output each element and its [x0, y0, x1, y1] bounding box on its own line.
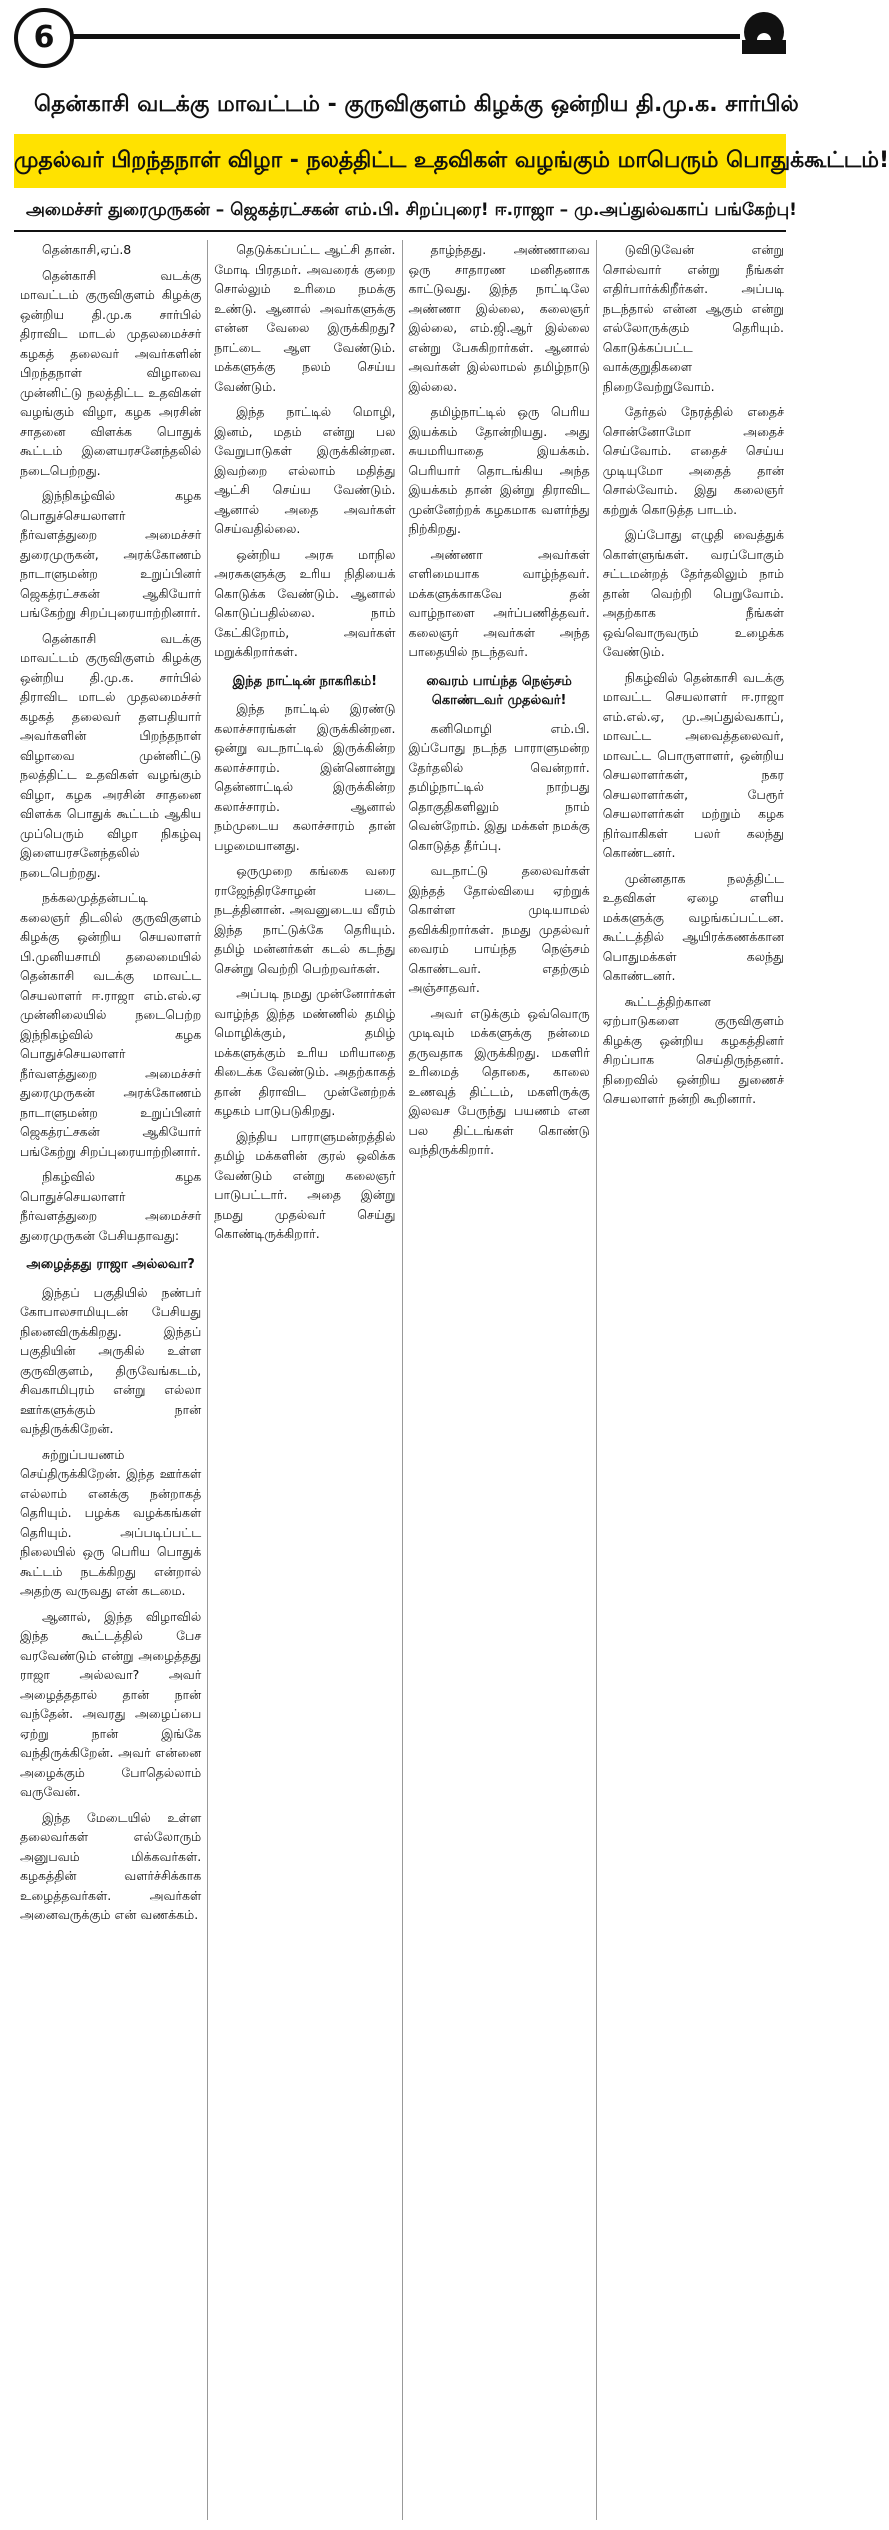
rising-sun-logo-icon — [742, 10, 786, 54]
page-header — [0, 0, 800, 78]
article-paragraph: இந்நிகழ்வில் கழக பொதுச்செயலாளர் நீர்வளத்துறை அமைச்சர் துரைமுருகன், அரக்கோணம் நாடாளுமன்ற உறுப்பினர் ஜெகத்ரட்சகன் ஆகியோர் பங்கேற்று சிறப்புரையாற்றினார். — [20, 488, 202, 620]
article-paragraph: இந்த நாட்டில் இரண்டு கலாச்சாரங்கள் இருக்கின்றன. ஒன்று வடநாட்டில் இருக்கின்ற கலாச்சாரம். இன்னொன்று தென்னாட்டில் இருக்கின்ற கலாச்சாரம். ஆனால் நம்முடைய கலாச்சாரம் தான் பழமையானது. — [214, 701, 396, 853]
article-column — [207, 240, 401, 2520]
section-subhead: வைரம் பாய்ந்த நெஞ்சம் கொண்டவர் முதல்வர்! — [426, 673, 572, 708]
article-paragraph: அப்படி நமது முன்னோர்கள் வாழ்ந்த இந்த மண்ணில் தமிழ் மொழிக்கும், தமிழ் மக்களுக்கும் உரிய மரியாதை கிடைக்க வேண்டும். அதற்காகத் தான் திராவிட முன்னேற்றக் கழகம் பாடுபடுகிறது. — [214, 986, 396, 1118]
article-paragraph: நிகழ்வில் கழக பொதுச்செயலாளர் நீர்வளத்துறை அமைச்சர் துரைமுருகன் பேசியதாவது: — [20, 1169, 202, 1243]
article-paragraph: ஒருமுறை கங்கை வரை ராஜேந்திரசோழன் படை நடத்தினான். அவனுடைய வீரம் இந்த நாட்டுக்கே தெரியும். தமிழ் மன்னர்கள் கடல் கடந்து சென்று வெற்றி பெற்றவர்கள். — [214, 863, 396, 976]
article-paragraph: இந்திய பாராளுமன்றத்தில் தமிழ் மக்களின் குரல் ஒலிக்க வேண்டும் என்று கலைஞர் பாடுபட்டார். அதை இன்று நமது முதல்வர் செய்து கொண்டிருக்கிறார். — [214, 1128, 396, 1241]
article-paragraph: முன்னதாக நலத்திட்ட உதவிகள் ஏழை எளிய மக்களுக்கு வழங்கப்பட்டன. கூட்டத்தில் ஆயிரக்கணக்கான பொதுமக்கள் கலந்து கொண்டனர். — [602, 870, 784, 983]
article-paragraph: ஆனால், இந்த விழாவில் இந்த கூட்டத்தில் பேச வரவேண்டும் என்று அழைத்தது ராஜா அல்லவா? அவர் அழைத்ததால் தான் நான் வந்தேன். அவரது அழைப்பை ஏற்று நான் இங்கே வந்திருக்கிறேன். அவர் என்னை அழைக்கும் போதெல்லாம் வருவேன். — [20, 1608, 202, 1799]
article-column — [402, 240, 596, 2520]
article-paragraph: அண்ணா அவர்கள் எளிமையாக வாழ்ந்தவர். மக்களுக்காகவே தன் வாழ்நாளை அர்ப்பணித்தவர். கலைஞர் அவர்கள் அந்த பாதையில் நடந்தவர். — [408, 546, 590, 659]
article-paragraph: நிகழ்வில் தென்காசி வடக்கு மாவட்ட செயலாளர் ஈ.ராஜா எம்.எல்.ஏ, மு.அப்துல்வகாப், மாவட்ட அவைத்தலைவர், மாவட்ட பொருளாளர், ஒன்றிய செயலாளர்கள், நகர செயலாளர்கள், பேரூர் செயலாளர்கள் மற்றும் கழக நிர்வாகிகள் பலர் கலந்து கொண்டனர். — [602, 669, 784, 860]
article-paragraph: தென்காசி வடக்கு மாவட்டம் குருவிகுளம் கிழக்கு ஒன்றிய தி.மு.க. சார்பில் திராவிட மாடல் முதலமைச்சர் கழகத் தலைவர் தளபதியார் அவர்களின் பிறந்தநாள் விழாவை முன்னிட்டு நலத்திட்ட உதவிகள் வழங்கும் விழா, கழக அரசின் சாதனை விளக்க பொதுக் கூட்டம் ஆகிய முப்பெரும் விழா நிகழ்வு இளையரசனேந்தலில் நடைபெற்றது. — [20, 630, 202, 880]
article-paragraph: தேர்தல் நேரத்தில் எதைச் சொன்னோமோ அதைச் செய்வோம். எதைச் செய்ய முடியுமோ அதைத் தான் சொல்வோம். இது கலைஞர் கற்றுக் கொடுத்த பாடம். — [602, 404, 784, 517]
section-subhead: அழைத்தது ராஜா அல்லவா? — [26, 1257, 195, 1272]
article-paragraph: இந்த நாட்டில் மொழி, இனம், மதம் என்று பல வேறுபாடுகள் இருக்கின்றன. இவற்றை எல்லாம் மதித்து ஆட்சி செய்ய வேண்டும். ஆனால் அதை அவர்கள் செய்வதில்லை. — [214, 404, 396, 536]
article-paragraph: தென்காசி வடக்கு மாவட்டம் குருவிகுளம் கிழக்கு ஒன்றிய தி.மு.க சார்பில் திராவிட மாடல் முதலமைச்சர் கழகத் தலைவர் அவர்களின் பிறந்தநாள் விழாவை முன்னிட்டு நலத்திட்ட உதவிகள் வழங்கும் விழா, கழக அரசின் சாதனை விளக்க பொதுக் கூட்டம் இளையரசனேந்தலில் நடைபெற்றது. — [20, 267, 202, 478]
article-paragraph: கனிமொழி எம்.பி. இப்போது நடந்த பாராளுமன்ற தேர்தலில் வென்றார். தமிழ்நாட்டில் நாற்பது தொகுதிகளிலும் நாம் வென்றோம். இது மக்கள் நமக்கு கொடுத்த தீர்ப்பு. — [408, 720, 590, 853]
article-paragraph: தென்காசி,ஏப்.8 — [42, 242, 132, 257]
article-paragraph: நக்கலமுத்தன்பட்டி கலைஞர் திடலில் குருவிகுளம் கிழக்கு ஒன்றிய செயலாளர் பி.முனியசாமி தலைமையில் தென்காசி வடக்கு மாவட்ட செயலாளர் ஈ.ராஜா எம்.எல்.ஏ முன்னிலையில் நடைபெற்ற இந்நிகழ்வில் கழக பொதுச்செயலாளர் நீர்வளத்துறை அமைச்சர் துரைமுருகன் அரக்கோணம் நாடாளுமன்ற உறுப்பினர் ஜெகத்ரட்சகன் ஆகியோர் பங்கேற்று சிறப்புரையாற்றினார். — [20, 890, 202, 1159]
article-columns — [14, 240, 790, 2520]
article-paragraph: இந்த மேடையில் உள்ள தலைவர்கள் எல்லோரும் அனுபவம் மிக்கவர்கள். கழகத்தின் வளர்ச்சிக்காக உழைத்தவர்கள். அவர்கள் அனைவருக்கும் என் வணக்கம். — [20, 1809, 202, 1922]
section-subhead: இந்த நாட்டின் நாகரிகம்! — [232, 673, 378, 689]
article-paragraph: இப்போது எழுதி வைத்துக் கொள்ளுங்கள். வரப்போகும் சட்டமன்றத் தேர்தலிலும் நாம் தான் வெற்றி பெறுவோம். அதற்காக நீங்கள் ஒவ்வொருவரும் உழைக்க வேண்டும். — [602, 527, 784, 659]
article-paragraph: அவர் எடுக்கும் ஒவ்வொரு முடிவும் மக்களுக்கு நன்மை தருவதாக இருக்கிறது. மகளிர் உரிமைத் தொகை, காலை உணவுத் திட்டம், மகளிருக்கு இலவச பேருந்து பயணம் என பல திட்டங்கள் கொண்டு வந்திருக்கிறார். — [408, 1005, 590, 1157]
article-paragraph: சுற்றுப்பயணம் செய்திருக்கிறேன். இந்த ஊர்கள் எல்லாம் எனக்கு நன்றாகத் தெரியும். பழக்க வழக்கங்கள் தெரியும். அப்படிப்பட்ட நிலையில் ஒரு பெரிய பொதுக் கூட்டம் நடக்கிறது என்றால் அதற்கு வருவது என் கடமை. — [20, 1446, 202, 1598]
article-column — [596, 240, 790, 2520]
headline: முதல்வர் பிறந்தநாள் விழா - நலத்திட்ட உதவிகள் வழங்கும் மாபெரும் பொதுக்கூட்டம்! — [14, 148, 889, 173]
headline-bar — [14, 134, 889, 188]
subheadline: அமைச்சர் துரைமுருகன் – ஜெகத்ரட்சகன் எம்.பி. சிறப்புரை! ஈ.ராஜா – மு.அப்துல்வகாப் பங்கேற்பு! — [26, 200, 797, 220]
article-paragraph: கூட்டத்திற்கான ஏற்பாடுகளை குருவிகுளம் கிழக்கு ஒன்றிய கழகத்தினர் சிறப்பாக செய்திருந்தனர். நிறைவில் ஒன்றிய துணைச் செயலாளர் நன்றி கூறினார். — [602, 993, 784, 1106]
article-paragraph: இந்தப் பகுதியில் நண்பர் கோபாலசாமியுடன் பேசியது நினைவிருக்கிறது. இந்தப் பகுதியின் அருகில் உள்ள குருவிகுளம், திருவேங்கடம், சிவகாமிபுரம் என்று எல்லா ஊர்களுக்கும் நான் வந்திருக்கிறேன். — [20, 1284, 202, 1436]
article-paragraph: ஒன்றிய அரசு மாநில அரசுகளுக்கு உரிய நிதியைக் கொடுக்க வேண்டும். ஆனால் கொடுப்பதில்லை. நாம் கேட்கிறோம், அவர்கள் மறுக்கிறார்கள். — [214, 546, 396, 659]
kicker-text: தென்காசி வடக்கு மாவட்டம் - குருவிகுளம் கிழக்கு ஒன்றிய தி.மு.க. சார்பில் — [34, 92, 799, 117]
article-paragraph: தமிழ்நாட்டில் ஒரு பெரிய இயக்கம் தோன்றியது. அது சுயமரியாதை இயக்கம். பெரியார் தொடங்கிய அந்த இயக்கம் தான் இன்று திராவிட முன்னேற்றக் கழகமாக வளர்ந்து நிற்கிறது. — [408, 404, 590, 536]
header-rule — [70, 34, 740, 39]
subheadline-rule — [14, 230, 786, 232]
article-paragraph: வடநாட்டு தலைவர்கள் இந்தத் தோல்வியை ஏற்றுக் கொள்ள முடியாமல் தவிக்கிறார்கள். நமது முதல்வர் வைரம் பாய்ந்த நெஞ்சம் கொண்டவர். எதற்கும் அஞ்சாதவர். — [408, 863, 590, 995]
article-column — [14, 240, 207, 2520]
article-paragraph: தாழ்ந்தது. அண்ணாவை ஒரு சாதாரண மனிதனாக காட்டுவது. இந்த நாட்டிலே அண்ணா இல்லை, கலைஞர் இல்லை, எம்.ஜி.ஆர் இல்லை என்று பேசுகிறார்கள். ஆனால் அவர்கள் இல்லாமல் தமிழ்நாடு இல்லை. — [408, 242, 590, 394]
article-paragraph: டுவிடுவேன் என்று சொல்வார் என்று நீங்கள் எதிர்பார்க்கிறீர்கள். அப்படி நடந்தால் என்ன ஆகும் என்று எல்லோருக்கும் தெரியும். கொடுக்கப்பட்ட வாக்குறுதிகளை நிறைவேற்றுவோம். — [602, 242, 784, 394]
article-paragraph: தெடுக்கப்பட்ட ஆட்சி தான். மோடி பிரதமர். அவரைக் குறை சொல்லும் உரிமை நமக்கு உண்டு. ஆனால் அவர்களுக்கு என்ன வேலை இருக்கிறது? நாட்டை ஆள வேண்டும். மக்களுக்கு நலம் செய்ய வேண்டும். — [214, 242, 396, 394]
page-number: 6 — [14, 8, 74, 68]
